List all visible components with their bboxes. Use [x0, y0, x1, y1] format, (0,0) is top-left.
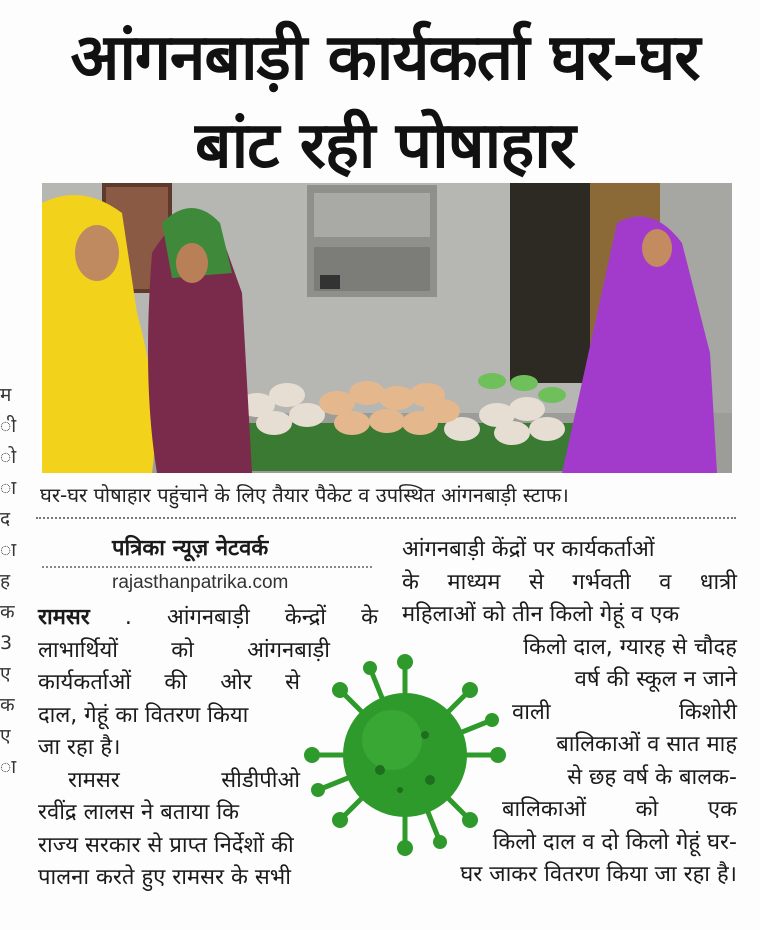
- photo-caption: घर-घर पोषाहार पहुंचाने के लिए तैयार पैकेट व उपस्थित आंगनबाड़ी स्टाफ।: [40, 483, 569, 507]
- article-line: राज्य सरकार से प्राप्त निर्देशों की: [38, 832, 294, 858]
- byline-website: rajasthanpatrika.com: [112, 572, 289, 593]
- article-line: दाल, गेहूं का वितरण किया: [38, 702, 249, 728]
- article-line: महिलाओं को तीन किलो गेहूं व एक: [402, 602, 680, 627]
- photo-illustration: [42, 183, 732, 473]
- headline-line-1: आंगनबाड़ी कार्यकर्ता घर-घर: [70, 21, 700, 95]
- byline-network: पत्रिका न्यूज़ नेटवर्क: [112, 536, 269, 561]
- article-line: किलो दाल व दो किलो गेहूं घर-: [492, 829, 737, 855]
- article-line: के माध्यम से गर्भवती व धात्री: [402, 569, 737, 595]
- coronavirus-icon: [300, 650, 510, 860]
- article-line: वर्ष की स्कूल न जाने: [574, 667, 737, 692]
- article-line: वाली किशोरी: [512, 699, 737, 725]
- dateline: रामसर: [38, 605, 90, 630]
- article-line: बालिकाओं को एक: [502, 797, 737, 822]
- article-line: पालना करते हुए रामसर के सभी: [38, 865, 291, 890]
- edge-fragments: म ी ो ा द ा ह क 3 ए क ए ा: [0, 384, 17, 778]
- news-photo: [42, 183, 732, 473]
- article-line: रवींद्र लालस ने बताया कि: [38, 800, 240, 825]
- headline: [30, 14, 740, 190]
- article-line: बालिकाओं व सात माह: [556, 732, 737, 757]
- article-line: घर जाकर वितरण किया जा रहा है।: [460, 862, 737, 887]
- article-line: कार्यकर्ताओं की ओर से: [38, 670, 300, 695]
- article-line: से छह वर्ष के बालक-: [567, 764, 737, 790]
- caption-divider: [36, 517, 736, 519]
- article-line: जा रहा है।: [38, 735, 121, 760]
- article-line: आंगनबाड़ी केंद्रों पर कार्यकर्ताओं: [402, 537, 655, 562]
- byline-divider: [42, 566, 372, 568]
- article-line: रामसर . आंगनबाड़ी केन्द्रों के: [38, 605, 378, 630]
- article-line: किलो दाल, ग्यारह से चौदह: [523, 634, 737, 660]
- article-line: लाभार्थियों को आंगनबाड़ी: [38, 637, 330, 663]
- article-line: रामसर सीडीपीओ: [68, 767, 300, 793]
- headline-line-2: बांट रही पोषाहार: [195, 109, 575, 183]
